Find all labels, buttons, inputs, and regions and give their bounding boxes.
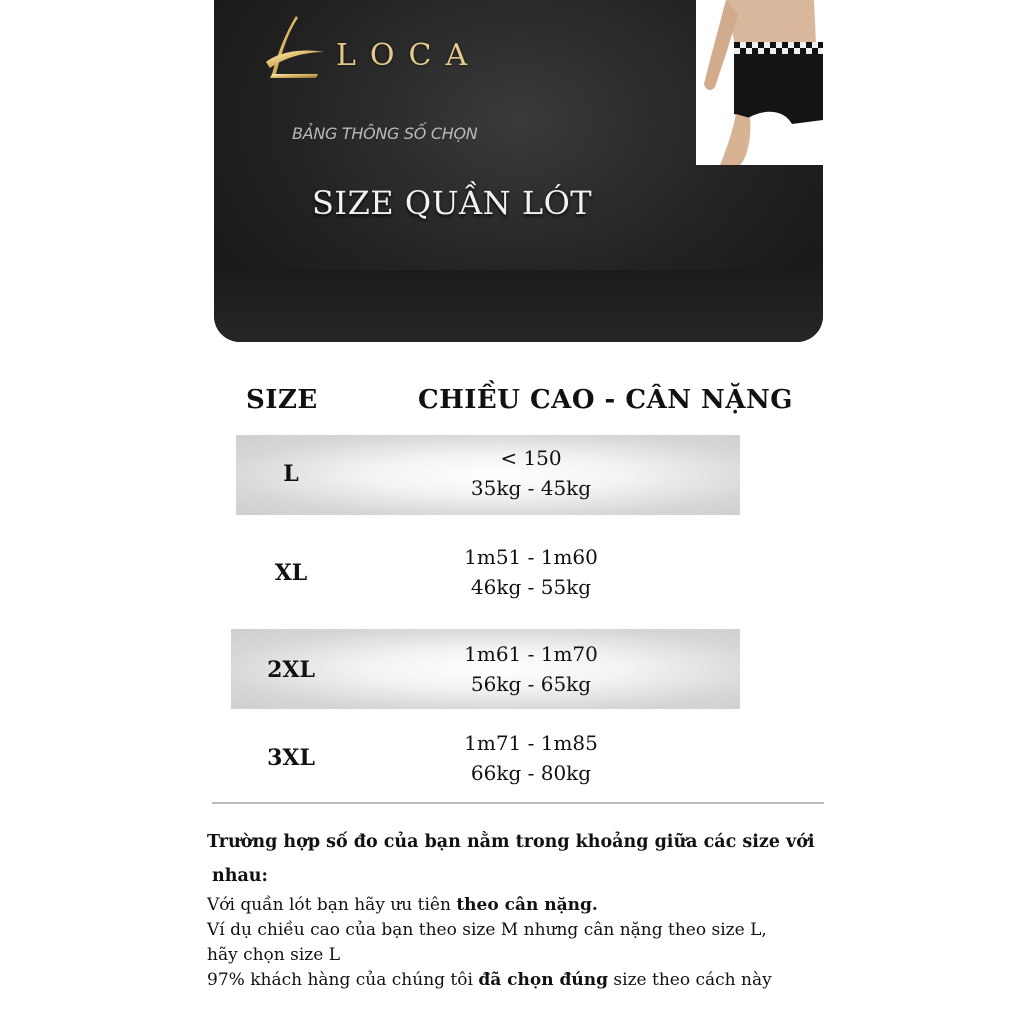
note-text: Với quần lót bạn hãy ưu tiên <box>207 895 457 915</box>
brand-wordmark: LOCA <box>336 38 482 73</box>
size-label: 3XL <box>267 745 315 771</box>
header-banner <box>214 0 823 342</box>
banner-bottom-band <box>214 270 823 342</box>
banner-headline: SIZE QUẦN LÓT <box>312 184 593 222</box>
height-range: < 150 <box>500 446 562 470</box>
height-range: 1m71 - 1m85 <box>464 731 598 755</box>
size-label: XL <box>274 560 308 586</box>
weight-range: 46kg - 55kg <box>470 575 592 599</box>
section-divider <box>212 802 824 804</box>
note-text: size theo cách này <box>608 970 772 990</box>
weight-range: 66kg - 80kg <box>470 761 592 785</box>
column-header-height-weight: CHIỀU CAO - CÂN NẶNG <box>418 385 793 415</box>
size-label: 2XL <box>267 657 315 683</box>
note-emphasis: đã chọn đúng <box>478 970 608 990</box>
note-line-priority <box>207 895 598 915</box>
column-header-size: SIZE <box>246 385 318 415</box>
banner-subtitle: BẢNG THÔNG SỐ CHỌN <box>292 124 478 143</box>
note-text: 97% khách hàng của chúng tôi <box>207 970 479 990</box>
note-line-stat <box>207 970 772 990</box>
note-heading-continued: nhau: <box>212 866 268 886</box>
note-line-example: Ví dụ chiều cao của bạn theo size M nhưng cân nặng theo size L, <box>207 920 767 940</box>
size-label: L <box>283 461 299 487</box>
height-range: 1m61 - 1m70 <box>464 642 598 666</box>
note-emphasis: theo cân nặng. <box>456 895 598 915</box>
note-line-example-continued: hãy chọn size L <box>207 945 341 965</box>
model-photo <box>696 0 823 165</box>
weight-range: 35kg - 45kg <box>470 476 592 500</box>
weight-range: 56kg - 65kg <box>470 672 592 696</box>
loca-logo-icon <box>258 12 330 84</box>
height-range: 1m51 - 1m60 <box>464 545 598 569</box>
note-heading: Trường hợp số đo của bạn nằm trong khoảng giữa các size với <box>207 832 815 852</box>
